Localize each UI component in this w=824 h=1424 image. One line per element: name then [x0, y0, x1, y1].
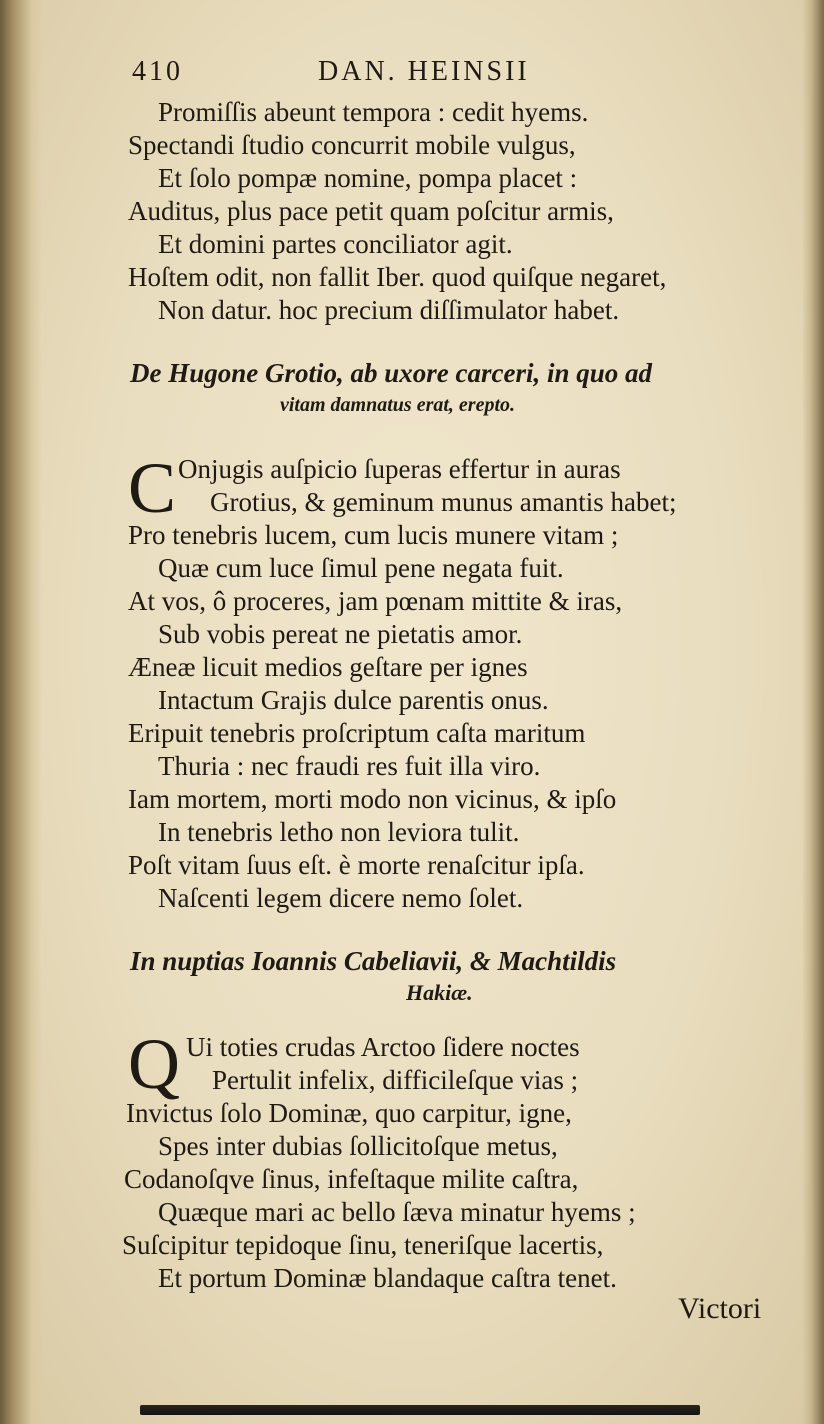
- verse-line: Hoſtem odit, non fallit Iber. quod quiſque negaret,: [128, 262, 667, 292]
- verse-line: Et portum Dominæ blandaque caſtra tenet.: [158, 1263, 617, 1293]
- drop-cap: C: [128, 448, 177, 528]
- verse-line: Grotius, & geminum munus amantis habet;: [210, 487, 677, 517]
- page-edge-shadow: [802, 0, 824, 1424]
- verse-line: Codanoſqve ſinus, infeſtaque milite caſtra,: [124, 1164, 579, 1194]
- verse-line: Quæque mari ac bello ſæva minatur hyems ;: [158, 1197, 636, 1227]
- verse-line: Iam mortem, morti modo non vicinus, & ipſo: [128, 784, 617, 814]
- drop-cap: Q: [128, 1024, 180, 1104]
- verse-line: Thuria : nec fraudi res fuit illa viro.: [158, 751, 541, 781]
- page-gutter-shadow: [0, 0, 42, 1424]
- verse-line: Quæ cum luce ſimul pene negata fuit.: [158, 553, 564, 583]
- verse-line: Et domini partes conciliator agit.: [158, 229, 513, 259]
- catchword: Victori: [678, 1292, 762, 1325]
- verse-line: Eripuit tenebris proſcriptum caſta maritum: [128, 718, 586, 748]
- page-number: 410: [132, 56, 183, 87]
- verse-line: Auditus, plus pace petit quam poſcitur armis,: [128, 196, 614, 226]
- poem-title: In nuptias Ioannis Cabeliavii, & Machtildis: [130, 946, 617, 976]
- verse-line: Poſt vitam ſuus eſt. è morte renaſcitur ipſa.: [128, 850, 585, 880]
- verse-line: At vos, ô proceres, jam pœnam mittite & iras,: [128, 586, 623, 616]
- verse-line: Æneæ licuit medios geſtare per ignes: [128, 652, 528, 682]
- poem-title-continued: Hakiæ.: [406, 980, 473, 1005]
- verse-line: Pertulit infelix, difficileſque vias ;: [212, 1065, 579, 1095]
- verse-line: Invictus ſolo Dominæ, quo carpitur, igne,: [126, 1098, 572, 1128]
- verse-line: Onjugis auſpicio ſuperas effertur in auras: [178, 454, 621, 484]
- poem-title: De Hugone Grotio, ab uxore carceri, in quo ad: [130, 358, 653, 388]
- verse-line: Non datur. hoc precium diſſimulator habet.: [158, 295, 620, 325]
- verse-line: Pro tenebris lucem, cum lucis munere vitam ;: [128, 520, 619, 550]
- verse-line: Suſcipitur tepidoque ſinu, teneriſque lacertis,: [122, 1230, 604, 1260]
- poem-title-continued: vitam damnatus erat, erepto.: [280, 394, 515, 416]
- verse-line: Spectandi ſtudio concurrit mobile vulgus,: [128, 130, 576, 160]
- page-bottom-shadow: [140, 1405, 700, 1415]
- verse-line: Sub vobis pereat ne pietatis amor.: [158, 619, 523, 649]
- verse-line: Intactum Grajis dulce parentis onus.: [158, 685, 549, 715]
- verse-line: In tenebris letho non leviora tulit.: [158, 817, 520, 847]
- verse-line: Promiſſis abeunt tempora : cedit hyems.: [158, 97, 589, 127]
- verse-line: Ui toties crudas Arctoo ſidere noctes: [186, 1032, 580, 1062]
- running-title: DAN. HEINSII: [318, 56, 530, 87]
- verse-line: Et ſolo pompæ nomine, pompa placet :: [158, 163, 578, 193]
- verse-line: Spes inter dubias ſollicitoſque metus,: [158, 1131, 558, 1161]
- verse-line: Naſcenti legem dicere nemo ſolet.: [158, 883, 524, 913]
- running-header: [132, 56, 772, 96]
